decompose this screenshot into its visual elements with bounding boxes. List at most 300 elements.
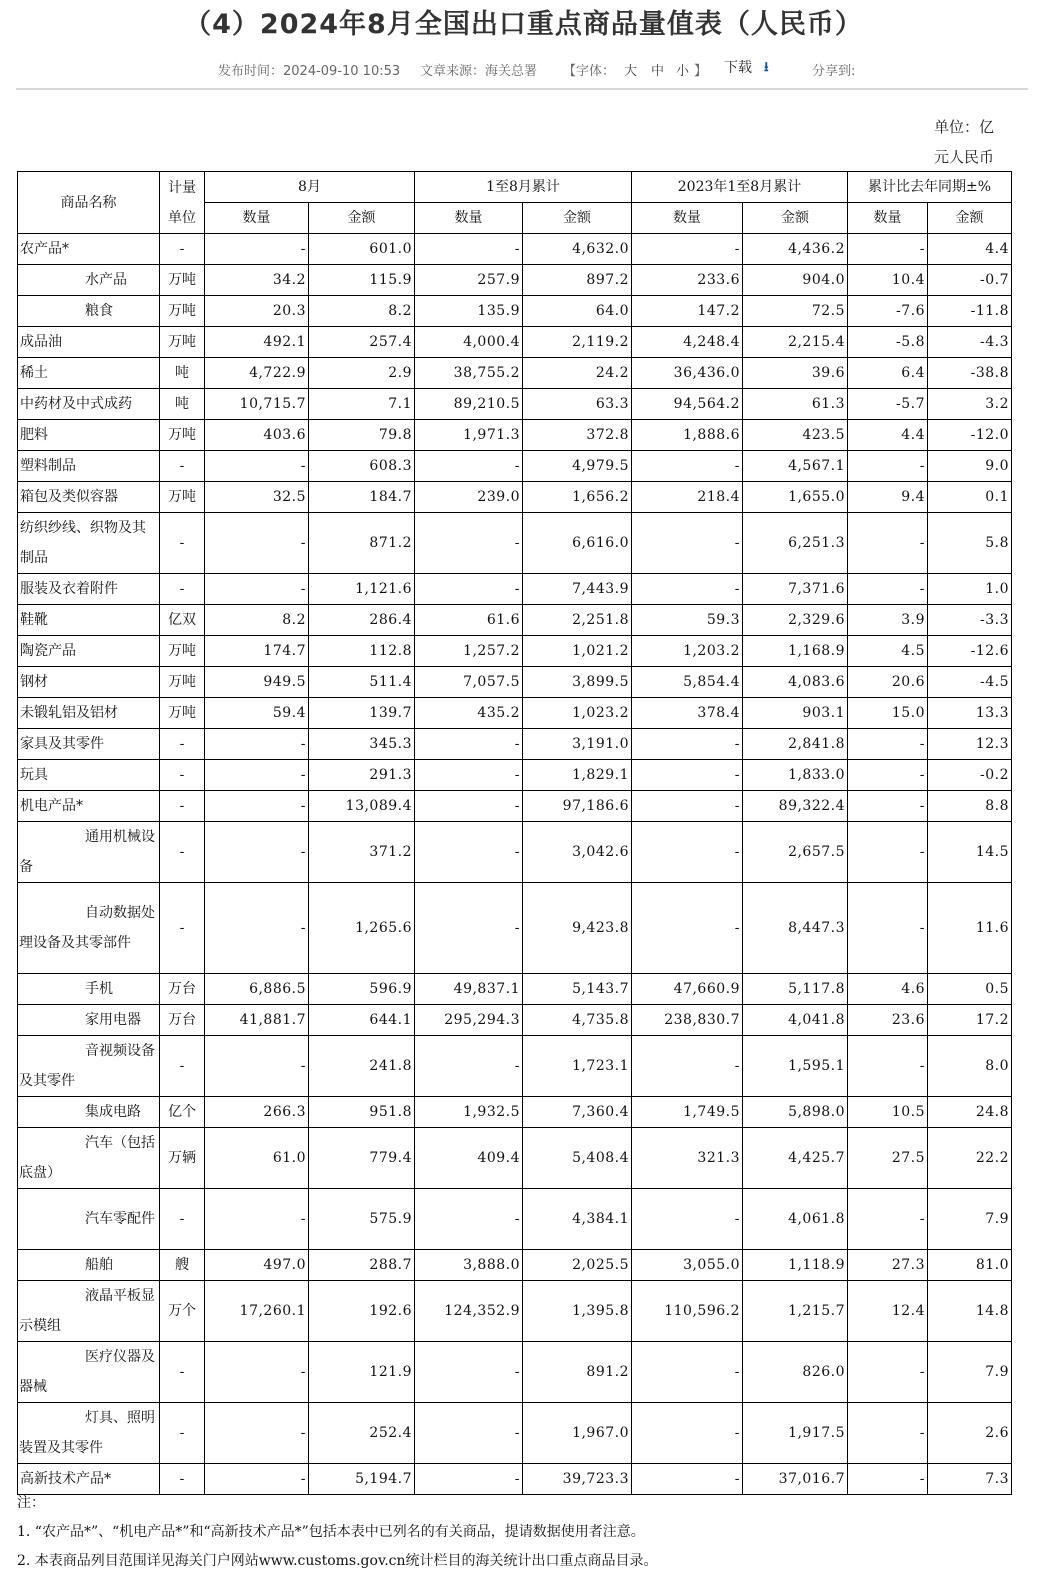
cell-prev-qty: 36,436.0: [632, 358, 743, 389]
cell-prev-amt: 4,041.8: [743, 1005, 848, 1036]
row-unit: -: [160, 451, 205, 482]
row-name: [18, 1280, 160, 1341]
cell-yoy-amt: -12.0: [928, 420, 1012, 451]
cell-yoy-amt: -4.3: [928, 327, 1012, 358]
cell-yoy-amt: 12.3: [928, 729, 1012, 760]
cell-prev-qty: 233.6: [632, 265, 743, 296]
cell-jan-aug-qty: 89,210.5: [415, 389, 523, 420]
row-name: [18, 636, 160, 667]
cell-aug-amt: 288.7: [309, 1249, 415, 1280]
cell-jan-aug-amt: 897.2: [523, 265, 632, 296]
cell-yoy-qty: -: [848, 574, 928, 605]
table-row: [18, 1249, 1012, 1280]
header-jan-aug-amt: 金额: [523, 203, 632, 234]
cell-yoy-qty: 9.4: [848, 482, 928, 513]
row-name: [18, 1402, 160, 1463]
cell-prev-qty: 1,203.2: [632, 636, 743, 667]
font-size-large-button[interactable]: 大: [624, 64, 638, 79]
cell-prev-amt: 904.0: [743, 265, 848, 296]
cell-jan-aug-amt: 1,967.0: [523, 1402, 632, 1463]
cell-prev-qty: 1,888.6: [632, 420, 743, 451]
cell-aug-amt: 79.8: [309, 420, 415, 451]
table-row: [18, 1036, 1012, 1097]
cell-jan-aug-qty: 124,352.9: [415, 1280, 523, 1341]
cell-jan-aug-qty: -: [415, 234, 523, 265]
cell-jan-aug-qty: 435.2: [415, 698, 523, 729]
download-icon[interactable]: ⭳: [764, 60, 769, 75]
row-name: [18, 1128, 160, 1189]
table-row: [18, 1097, 1012, 1128]
cell-aug-amt: 13,089.4: [309, 791, 415, 822]
cell-yoy-qty: -: [848, 1402, 928, 1463]
table-row: [18, 451, 1012, 482]
cell-prev-qty: -: [632, 760, 743, 791]
cell-yoy-amt: 24.8: [928, 1097, 1012, 1128]
cell-aug-amt: 371.2: [309, 822, 415, 883]
cell-jan-aug-qty: -: [415, 883, 523, 974]
cell-prev-qty: 218.4: [632, 482, 743, 513]
cell-yoy-qty: -: [848, 883, 928, 974]
cell-prev-qty: 47,660.9: [632, 974, 743, 1005]
note-item-2: 2. 本表商品列目范围详见海关门户网站www.customs.gov.cn统计栏目的海关统计出口重点商品目录。: [17, 1553, 658, 1569]
cell-aug-qty: 20.3: [205, 296, 309, 327]
cell-aug-amt: 1,121.6: [309, 574, 415, 605]
header-prev-year: 2023年1至8月累计: [632, 172, 848, 203]
cell-prev-amt: 423.5: [743, 420, 848, 451]
cell-yoy-qty: 15.0: [848, 698, 928, 729]
cell-jan-aug-amt: 891.2: [523, 1341, 632, 1402]
cell-yoy-amt: 0.1: [928, 482, 1012, 513]
cell-jan-aug-amt: 9,423.8: [523, 883, 632, 974]
cell-yoy-qty: 27.3: [848, 1249, 928, 1280]
cell-yoy-amt: 13.3: [928, 698, 1012, 729]
table-row: [18, 667, 1012, 698]
cell-prev-amt: 1,833.0: [743, 760, 848, 791]
note-item-1: 1. “农产品*”、“机电产品*”和“高新技术产品*”包括本表中已列名的有关商品，提请数据使用者注意。: [17, 1524, 645, 1540]
cell-yoy-amt: 4.4: [928, 234, 1012, 265]
cell-prev-qty: -: [632, 791, 743, 822]
row-unit: 亿双: [160, 605, 205, 636]
download-link[interactable]: 下载: [724, 60, 752, 76]
cell-aug-qty: 266.3: [205, 1097, 309, 1128]
cell-yoy-amt: 22.2: [928, 1128, 1012, 1189]
row-name: [18, 729, 160, 760]
cell-jan-aug-amt: 1,395.8: [523, 1280, 632, 1341]
cell-aug-qty: -: [205, 760, 309, 791]
cell-prev-qty: 378.4: [632, 698, 743, 729]
cell-yoy-qty: -: [848, 1463, 928, 1494]
cell-jan-aug-amt: 7,443.9: [523, 574, 632, 605]
cell-jan-aug-amt: 64.0: [523, 296, 632, 327]
cell-aug-qty: 61.0: [205, 1128, 309, 1189]
table-row: [18, 605, 1012, 636]
cell-prev-qty: -: [632, 1341, 743, 1402]
cell-aug-qty: -: [205, 729, 309, 760]
cell-prev-amt: 4,436.2: [743, 234, 848, 265]
cell-yoy-qty: 4.4: [848, 420, 928, 451]
cell-prev-qty: -: [632, 1463, 743, 1494]
row-unit: -: [160, 791, 205, 822]
cell-yoy-amt: 7.3: [928, 1463, 1012, 1494]
cell-prev-amt: 6,251.3: [743, 513, 848, 574]
row-unit: 万吨: [160, 265, 205, 296]
cell-aug-qty: -: [205, 1189, 309, 1250]
header-prev-amt: 金额: [743, 203, 848, 234]
cell-jan-aug-qty: 239.0: [415, 482, 523, 513]
cell-aug-qty: 59.4: [205, 698, 309, 729]
cell-prev-amt: 5,898.0: [743, 1097, 848, 1128]
table-row: [18, 1189, 1012, 1250]
row-name: [18, 974, 160, 1005]
header-prev-qty: 数量: [632, 203, 743, 234]
cell-yoy-qty: -: [848, 1036, 928, 1097]
table-row: [18, 358, 1012, 389]
cell-prev-qty: -: [632, 574, 743, 605]
cell-aug-qty: 34.2: [205, 265, 309, 296]
cell-prev-amt: 8,447.3: [743, 883, 848, 974]
header-yoy-amt: 金额: [928, 203, 1012, 234]
row-name: [18, 451, 160, 482]
table-row: [18, 974, 1012, 1005]
row-name: [18, 296, 160, 327]
cell-jan-aug-qty: -: [415, 1463, 523, 1494]
cell-aug-amt: 112.8: [309, 636, 415, 667]
cell-jan-aug-amt: 3,191.0: [523, 729, 632, 760]
cell-jan-aug-amt: 7,360.4: [523, 1097, 632, 1128]
cell-aug-qty: 10,715.7: [205, 389, 309, 420]
cell-aug-amt: 115.9: [309, 265, 415, 296]
cell-jan-aug-qty: 1,257.2: [415, 636, 523, 667]
cell-jan-aug-amt: 1,723.1: [523, 1036, 632, 1097]
cell-jan-aug-amt: 1,656.2: [523, 482, 632, 513]
row-name: [18, 420, 160, 451]
header-aug-qty: 数量: [205, 203, 309, 234]
row-unit: -: [160, 513, 205, 574]
cell-prev-qty: -: [632, 1189, 743, 1250]
cell-aug-amt: 241.8: [309, 1036, 415, 1097]
cell-prev-amt: 2,215.4: [743, 327, 848, 358]
cell-aug-qty: -: [205, 234, 309, 265]
cell-jan-aug-qty: 7,057.5: [415, 667, 523, 698]
cell-aug-qty: -: [205, 1341, 309, 1402]
cell-prev-amt: 4,425.7: [743, 1128, 848, 1189]
cell-prev-qty: -: [632, 883, 743, 974]
cell-aug-amt: 575.9: [309, 1189, 415, 1250]
cell-prev-amt: 1,595.1: [743, 1036, 848, 1097]
table-row: [18, 822, 1012, 883]
cell-prev-qty: 4,248.4: [632, 327, 743, 358]
cell-prev-qty: 94,564.2: [632, 389, 743, 420]
cell-prev-qty: 5,854.4: [632, 667, 743, 698]
cell-yoy-qty: 6.4: [848, 358, 928, 389]
cell-aug-amt: 1,265.6: [309, 883, 415, 974]
row-name-text: 粮食: [85, 303, 113, 319]
row-name: [18, 883, 160, 974]
row-name: [18, 667, 160, 698]
cell-aug-qty: 174.7: [205, 636, 309, 667]
unit-note-line2: 元人民币: [934, 148, 995, 166]
table-row: [18, 1128, 1012, 1189]
table-body: [18, 234, 1012, 1495]
table-row: [18, 265, 1012, 296]
cell-yoy-qty: 12.4: [848, 1280, 928, 1341]
table-row: [18, 1341, 1012, 1402]
cell-aug-amt: 2.9: [309, 358, 415, 389]
cell-aug-amt: 608.3: [309, 451, 415, 482]
cell-jan-aug-amt: 4,384.1: [523, 1189, 632, 1250]
table-row: [18, 729, 1012, 760]
cell-yoy-amt: 14.8: [928, 1280, 1012, 1341]
row-unit: -: [160, 234, 205, 265]
row-unit: -: [160, 1036, 205, 1097]
header-yoy-qty: 数量: [848, 203, 928, 234]
cell-jan-aug-amt: 5,408.4: [523, 1128, 632, 1189]
cell-prev-amt: 7,371.6: [743, 574, 848, 605]
row-name-text: 自动数据处理设备及其零部件: [19, 905, 155, 952]
cell-yoy-qty: 23.6: [848, 1005, 928, 1036]
row-name-text: 集成电路: [85, 1104, 141, 1121]
cell-yoy-qty: -7.6: [848, 296, 928, 327]
row-name-text: 家用电器: [85, 1012, 141, 1029]
cell-jan-aug-qty: -: [415, 1402, 523, 1463]
cell-aug-qty: -: [205, 1036, 309, 1097]
cell-yoy-amt: 7.9: [928, 1189, 1012, 1250]
cell-aug-amt: 7.1: [309, 389, 415, 420]
cell-aug-amt: 257.4: [309, 327, 415, 358]
cell-yoy-qty: -: [848, 729, 928, 760]
row-name-text: 稀土: [20, 365, 48, 381]
cell-aug-amt: 779.4: [309, 1128, 415, 1189]
cell-yoy-qty: 4.5: [848, 636, 928, 667]
table-row: [18, 791, 1012, 822]
row-name-text: 箱包及类似容器: [20, 489, 118, 505]
cell-aug-qty: -: [205, 451, 309, 482]
table-row: [18, 296, 1012, 327]
header-yoy: 累计比去年同期±%: [848, 172, 1012, 203]
cell-jan-aug-amt: 2,025.5: [523, 1249, 632, 1280]
cell-jan-aug-amt: 4,632.0: [523, 234, 632, 265]
cell-prev-amt: 1,655.0: [743, 482, 848, 513]
row-name-text: 汽车零配件: [85, 1211, 155, 1228]
table-row: [18, 574, 1012, 605]
font-size-medium-button[interactable]: 中: [651, 64, 665, 79]
row-unit: -: [160, 729, 205, 760]
table-row: [18, 1280, 1012, 1341]
cell-aug-amt: 644.1: [309, 1005, 415, 1036]
cell-yoy-amt: 8.0: [928, 1036, 1012, 1097]
cell-jan-aug-qty: -: [415, 1341, 523, 1402]
table-row: [18, 327, 1012, 358]
cell-jan-aug-qty: 257.9: [415, 265, 523, 296]
cell-jan-aug-amt: 1,829.1: [523, 760, 632, 791]
cell-prev-qty: -: [632, 729, 743, 760]
row-name-text: 通用机械设备: [19, 829, 155, 875]
cell-prev-amt: 61.3: [743, 389, 848, 420]
cell-yoy-amt: 5.8: [928, 513, 1012, 574]
row-name-text: 陶瓷产品: [20, 643, 76, 659]
cell-yoy-qty: 20.6: [848, 667, 928, 698]
cell-yoy-qty: -: [848, 234, 928, 265]
row-name-text: 灯具、照明装置及其零件: [19, 1409, 155, 1456]
header-unit: 计量单位: [160, 172, 205, 234]
cell-jan-aug-amt: 2,251.8: [523, 605, 632, 636]
cell-jan-aug-qty: -: [415, 513, 523, 574]
cell-jan-aug-amt: 2,119.2: [523, 327, 632, 358]
row-unit: -: [160, 1341, 205, 1402]
row-unit: -: [160, 1189, 205, 1250]
cell-prev-amt: 4,083.6: [743, 667, 848, 698]
cell-yoy-qty: 10.4: [848, 265, 928, 296]
cell-aug-amt: 184.7: [309, 482, 415, 513]
row-name: [18, 605, 160, 636]
cell-yoy-amt: -12.6: [928, 636, 1012, 667]
row-name: [18, 791, 160, 822]
cell-prev-amt: 903.1: [743, 698, 848, 729]
row-unit: 万台: [160, 974, 205, 1005]
cell-yoy-qty: 27.5: [848, 1128, 928, 1189]
row-name-text: 成品油: [20, 334, 62, 350]
cell-prev-amt: 1,168.9: [743, 636, 848, 667]
row-name-text: 玩具: [20, 767, 48, 783]
cell-prev-qty: 1,749.5: [632, 1097, 743, 1128]
cell-jan-aug-qty: -: [415, 574, 523, 605]
row-name: [18, 358, 160, 389]
cell-jan-aug-qty: 135.9: [415, 296, 523, 327]
table-row: [18, 760, 1012, 791]
row-name-text: 音视频设备及其零件: [19, 1043, 155, 1090]
cell-jan-aug-amt: 3,042.6: [523, 822, 632, 883]
row-name: [18, 1036, 160, 1097]
row-name-text: 鞋靴: [20, 612, 48, 628]
cell-jan-aug-qty: 1,932.5: [415, 1097, 523, 1128]
cell-jan-aug-qty: -: [415, 1189, 523, 1250]
unit-note: [934, 112, 1014, 172]
cell-yoy-qty: -: [848, 822, 928, 883]
cell-aug-amt: 596.9: [309, 974, 415, 1005]
row-unit: 吨: [160, 358, 205, 389]
table-row: [18, 1402, 1012, 1463]
cell-aug-amt: 601.0: [309, 234, 415, 265]
cell-aug-qty: 6,886.5: [205, 974, 309, 1005]
cell-yoy-amt: 2.6: [928, 1402, 1012, 1463]
share-label: 分享到:: [812, 64, 856, 79]
row-unit: 亿个: [160, 1097, 205, 1128]
cell-prev-amt: 72.5: [743, 296, 848, 327]
row-unit: 艘: [160, 1249, 205, 1280]
row-name-text: 机电产品*: [20, 798, 83, 814]
notes-label: 注：: [17, 1495, 45, 1511]
header-divider: [16, 88, 1028, 90]
row-unit: -: [160, 883, 205, 974]
cell-aug-qty: -: [205, 1463, 309, 1494]
cell-jan-aug-qty: 3,888.0: [415, 1249, 523, 1280]
cell-prev-qty: -: [632, 1036, 743, 1097]
cell-yoy-qty: -5.7: [848, 389, 928, 420]
row-unit: 万吨: [160, 327, 205, 358]
cell-aug-amt: 139.7: [309, 698, 415, 729]
cell-yoy-amt: 9.0: [928, 451, 1012, 482]
row-name-text: 汽车（包括底盘）: [19, 1135, 155, 1182]
row-name: [18, 265, 160, 296]
row-name: [18, 234, 160, 265]
cell-prev-amt: 2,841.8: [743, 729, 848, 760]
cell-yoy-qty: 4.6: [848, 974, 928, 1005]
cell-aug-amt: 511.4: [309, 667, 415, 698]
cell-aug-amt: 291.3: [309, 760, 415, 791]
header-jan-aug: 1至8月累计: [415, 172, 632, 203]
header-aug: 8月: [205, 172, 415, 203]
cell-yoy-amt: 81.0: [928, 1249, 1012, 1280]
cell-yoy-qty: -5.8: [848, 327, 928, 358]
row-name-text: 塑料制品: [20, 458, 76, 474]
row-name-text: 未锻轧铝及铝材: [20, 705, 118, 721]
table-row: [18, 420, 1012, 451]
cell-aug-amt: 286.4: [309, 605, 415, 636]
cell-prev-amt: 2,657.5: [743, 822, 848, 883]
row-unit: 万吨: [160, 420, 205, 451]
cell-yoy-qty: 3.9: [848, 605, 928, 636]
cell-aug-qty: 41,881.7: [205, 1005, 309, 1036]
row-name: [18, 698, 160, 729]
cell-yoy-qty: -: [848, 760, 928, 791]
row-name: [18, 822, 160, 883]
cell-yoy-amt: 8.8: [928, 791, 1012, 822]
cell-yoy-amt: 11.6: [928, 883, 1012, 974]
cell-prev-amt: 1,215.7: [743, 1280, 848, 1341]
row-unit: 吨: [160, 389, 205, 420]
cell-jan-aug-qty: -: [415, 1036, 523, 1097]
row-name-text: 水产品: [85, 272, 127, 288]
row-name: [18, 760, 160, 791]
cell-aug-qty: 8.2: [205, 605, 309, 636]
cell-aug-qty: 497.0: [205, 1249, 309, 1280]
cell-jan-aug-qty: -: [415, 822, 523, 883]
header-jan-aug-qty: 数量: [415, 203, 523, 234]
cell-aug-amt: 345.3: [309, 729, 415, 760]
cell-aug-amt: 252.4: [309, 1402, 415, 1463]
cell-jan-aug-amt: 4,735.8: [523, 1005, 632, 1036]
cell-prev-qty: 59.3: [632, 605, 743, 636]
cell-yoy-amt: -0.7: [928, 265, 1012, 296]
cell-yoy-amt: 7.9: [928, 1341, 1012, 1402]
cell-aug-qty: -: [205, 791, 309, 822]
cell-jan-aug-qty: -: [415, 791, 523, 822]
cell-prev-amt: 1,917.5: [743, 1402, 848, 1463]
cell-yoy-amt: -38.8: [928, 358, 1012, 389]
cell-jan-aug-qty: 1,971.3: [415, 420, 523, 451]
cell-jan-aug-amt: 6,616.0: [523, 513, 632, 574]
cell-yoy-amt: 1.0: [928, 574, 1012, 605]
cell-aug-amt: 192.6: [309, 1280, 415, 1341]
publish-time: 发布时间：2024-09-10 10:53: [218, 64, 401, 79]
font-size-small-button[interactable]: 小: [676, 64, 690, 79]
cell-aug-qty: -: [205, 1402, 309, 1463]
cell-prev-qty: 238,830.7: [632, 1005, 743, 1036]
row-name: [18, 1341, 160, 1402]
page-title: （4）2024年8月全国出口重点商品量值表（人民币）: [184, 9, 863, 40]
cell-prev-amt: 2,329.6: [743, 605, 848, 636]
article-source: 文章来源：海关总署: [420, 64, 538, 79]
cell-aug-amt: 5,194.7: [309, 1463, 415, 1494]
cell-prev-qty: 3,055.0: [632, 1249, 743, 1280]
font-size-label-open: 【字体：: [563, 64, 616, 79]
cell-jan-aug-amt: 5,143.7: [523, 974, 632, 1005]
cell-prev-qty: 147.2: [632, 296, 743, 327]
cell-yoy-qty: -: [848, 451, 928, 482]
cell-jan-aug-amt: 372.8: [523, 420, 632, 451]
cell-yoy-amt: 0.5: [928, 974, 1012, 1005]
row-unit: 万吨: [160, 482, 205, 513]
